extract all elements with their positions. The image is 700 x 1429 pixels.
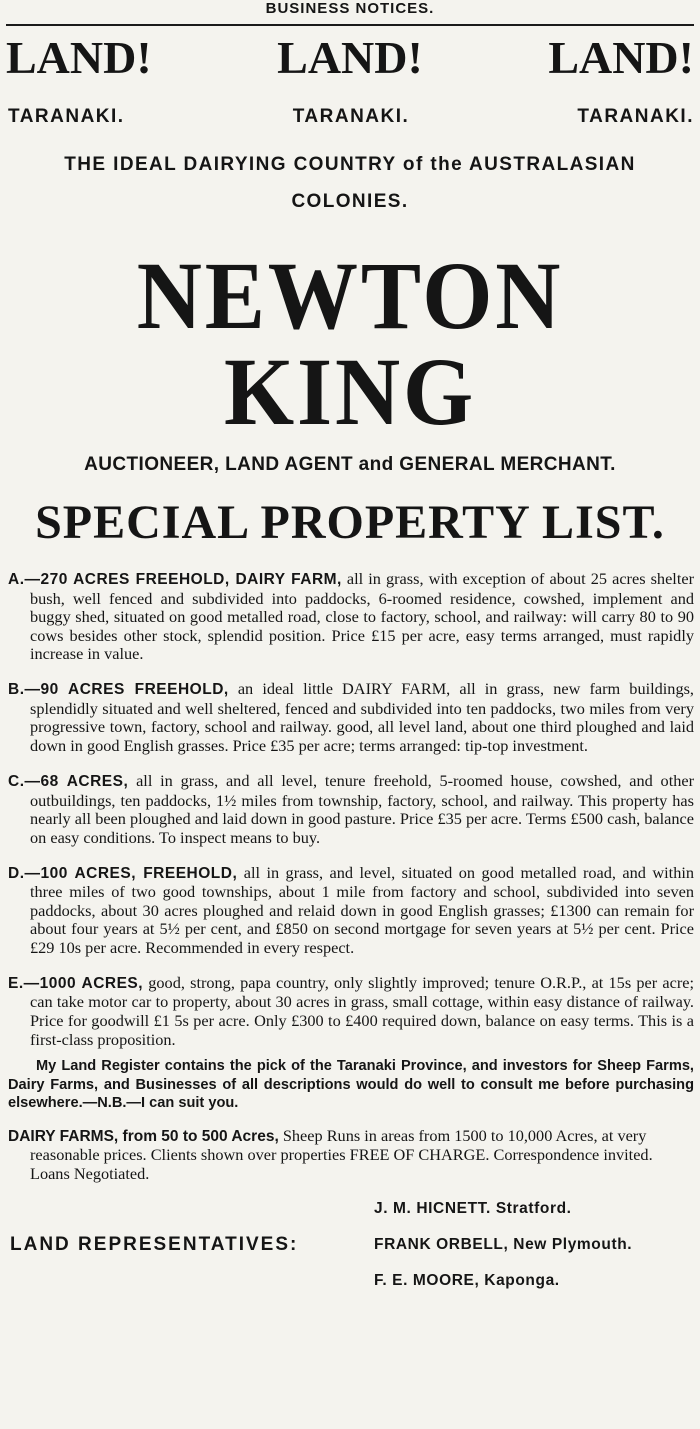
listing-label: A.—270 ACRES FREEHOLD, DAIRY FARM, — [8, 571, 342, 588]
representatives-label: LAND REPRESENTATIVES: — [10, 1233, 299, 1255]
land-heading-left: LAND! — [6, 32, 152, 83]
list-title: SPECIAL PROPERTY LIST. — [35, 496, 665, 549]
listing-label: B.—90 ACRES FREEHOLD, — [8, 681, 229, 699]
taranaki-row — [0, 92, 700, 134]
listing-text: good, strong, papa country, only slightly improved; tenure O.R.P., at 15s per acre; can take motor car to property, about 30 acres in grass, small cottage, within easy distance of railway. Price for goodwill £1 5s per acre. Only £300 to £400 required down, balance on easy terms. This is a first-class proposition. — [30, 972, 694, 1049]
land-headings — [0, 26, 700, 92]
land-representatives — [8, 1200, 694, 1320]
listing-text: all in grass, and all level, tenure freehold, 5-roomed house, cowshed, and other outbuildings, ten paddocks, 1½ miles from township, factory, school, and railway. This property has nearly all been ploughed and laid down in good pasture. Price £35 per acre. Terms £500 cash, balance on easy conditions. To inspect means to buy. — [30, 770, 695, 847]
listing-e — [8, 974, 694, 1049]
representative-3: F. E. MOORE, Kaponga. — [374, 1271, 560, 1289]
listing-b — [8, 680, 694, 755]
advertiser-subtitle: AUCTIONEER, LAND AGENT and GENERAL MERCHANT. — [84, 454, 616, 475]
listing-c — [8, 772, 694, 847]
taranaki-left: TARANAKI. — [8, 106, 125, 127]
listing-d — [8, 864, 694, 958]
listing-label: D.—100 ACRES, FREEHOLD, — [8, 864, 238, 882]
listing-text: all in grass, and level, situated on good metalled road, and within three miles of two good townships, about 1 mile from factory and school, subdivided into seven paddocks, about 30 acres ploughed and relaid down in good English grasses; £1300 can remain for about four years at 5½ per cent, and £850 on second mortgage for seven years at 5½ per cent. Price £29 10s per acre. Recommended in every respect. — [30, 862, 694, 957]
land-register-notice: My Land Register contains the pick of the Taranaki Province, and investors for Sheep Farms, Dairy Farms, and Businesses of all descriptions would do well to consult me before purchasing elsewhere.—N.B.—I can suit you. — [8, 1058, 694, 1112]
taranaki-right: TARANAKI. — [577, 106, 694, 127]
dairy-farms-label: DAIRY FARMS, from 50 to 500 Acres, — [8, 1127, 279, 1145]
dairy-farms-notice — [8, 1127, 694, 1184]
advertiser-name: NEWTON KING — [136, 242, 564, 445]
land-heading-right: LAND! — [548, 32, 694, 83]
listing-label: E.—1000 ACRES, — [8, 974, 144, 992]
ideal-dairying-tagline: THE IDEAL DAIRYING COUNTRY of the AUSTRALASIAN COLONIES. — [64, 154, 636, 212]
representative-1: J. M. HICNETT. Stratford. — [374, 1199, 572, 1217]
section-header: BUSINESS NOTICES. — [265, 0, 435, 17]
listing-text: all in grass, with exception of about 25 acres shelter bush, well fenced and subdivided into paddocks, 6-roomed residence, cowshed, implement and buggy shed, situated on good metalled road, close to factory, school, and railway: will carry 80 to 90 cows besides other stock, splendid position. Price £15 per acre, easy terms arranged, must rapidly increase in value. — [30, 569, 694, 664]
representative-2: FRANK ORBELL, New Plymouth. — [374, 1235, 633, 1253]
listing-a — [8, 570, 694, 664]
land-heading-center: LAND! — [277, 32, 423, 83]
dairy-farms-text: Sheep Runs in areas from 1500 to 10,000 Acres, at very reasonable prices. Clients shown over properties FREE OF CHARGE. Correspondence invited. Loans Negotiated. — [30, 1125, 653, 1183]
listing-label: C.—68 ACRES, — [8, 772, 129, 790]
property-listings — [0, 570, 700, 1320]
listing-text: an ideal little DAIRY FARM, all in grass, new farm buildings, splendidly situated and well sheltered, fenced and subdivided into ten paddocks, two miles from very progressive town, factory, school and railway. good, all level land, about one third ploughed and laid down in good English grasses. Price £35 per acre; terms arranged: tip-top investment. — [30, 679, 694, 756]
taranaki-center: TARANAKI. — [292, 106, 410, 127]
